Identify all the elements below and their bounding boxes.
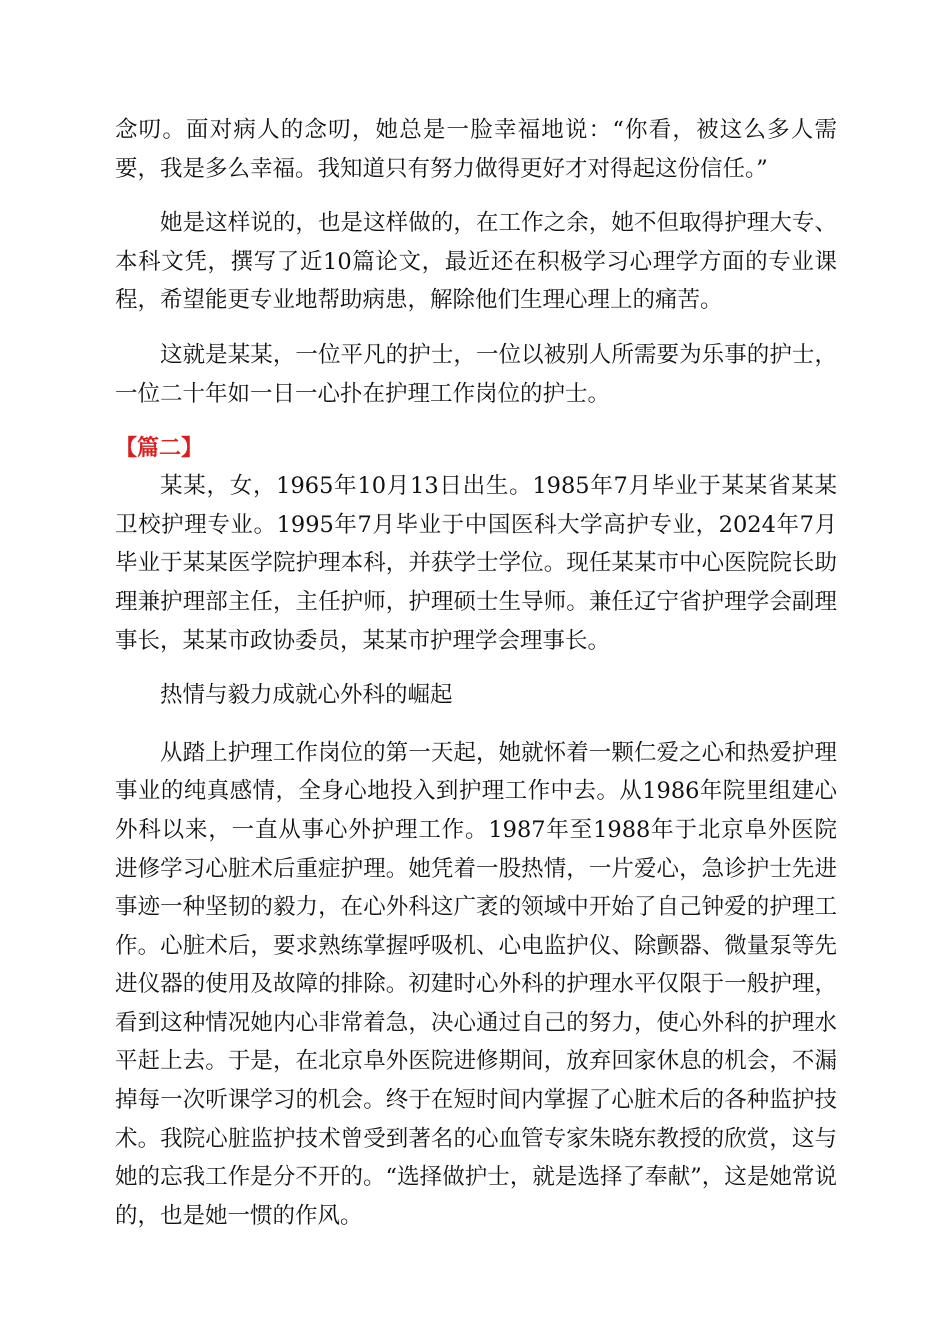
section-heading: 【篇二】 [115, 436, 204, 462]
document-body [115, 111, 837, 1251]
subheading-paragraph: 热情与毅力成就心外科的崛起 [160, 682, 453, 709]
paragraph: 这就是某某，一位平凡的护士，一位以被别人所需要为乐事的护士，一位二十年如一日一心扑在护理工作岗位的护士。 [115, 341, 837, 407]
paragraph: 某某，女，1965年10月13日出生。1985年7月毕业于某某省某某卫校护理专业。1995年7月毕业于中国医科大学高护专业，2024年7月毕业于某某医学院护理本科，并获学士学位。现任某某市中心医院院长助理兼护理部主任，主任护师，护理硕士生导师。兼任辽宁省护理学会副理事长，某某市政协委员，某某市护理学会理事长。 [115, 473, 837, 654]
paragraph: 从踏上护理工作岗位的第一天起，她就怀着一颗仁爱之心和热爱护理事业的纯真感情，全身心地投入到护理工作中去。从1986年院里组建心外科以来，一直从事心外护理工作。1987年至1988年于北京阜外医院进修学习心脏术后重症护理。她凭着一股热情，一片爱心，急诊护士先进事迹一种坚韧的毅力，在心外科这广袤的领域中开始了自己钟爱的护理工作。心脏术后，要求熟练掌握呼吸机、心电监护仪、除颤器、微量泵等先进仪器的使用及故障的排除。初建时心外科的护理水平仅限于一般护理，看到这种情况她内心非常着急，决心通过自己的努力，使心外科的护理水平赶上去。于是，在北京阜外医院进修期间，放弃回家休息的机会，不漏掉每一次听课学习的机会。终于在短时间内掌握了心脏术后的各种监护技术。我院心脏监护技术曾受到著名的心血管专家朱晓东教授的欣赏，这与她的忘我工作是分不开的。“选择做护士，就是选择了奉献”，这是她常说的，也是她一惯的作风。 [115, 739, 837, 1229]
spacer [115, 413, 837, 431]
paragraph: 她是这样说的，也是这样做的，在工作之余，她不但取得护理大专、本科文凭，撰写了近10篇论文，最近还在积极学习心理学方面的专业课程，希望能更专业地帮助病患，解除他们生理心理上的痛苦。 [115, 210, 837, 314]
paragraph-continued: 念叨。面对病人的念叨，她总是一脸幸福地说：“你看，被这么多人需要，我是多么幸福。我知道只有努力做得更好才对得起这份信任。” [115, 117, 837, 182]
